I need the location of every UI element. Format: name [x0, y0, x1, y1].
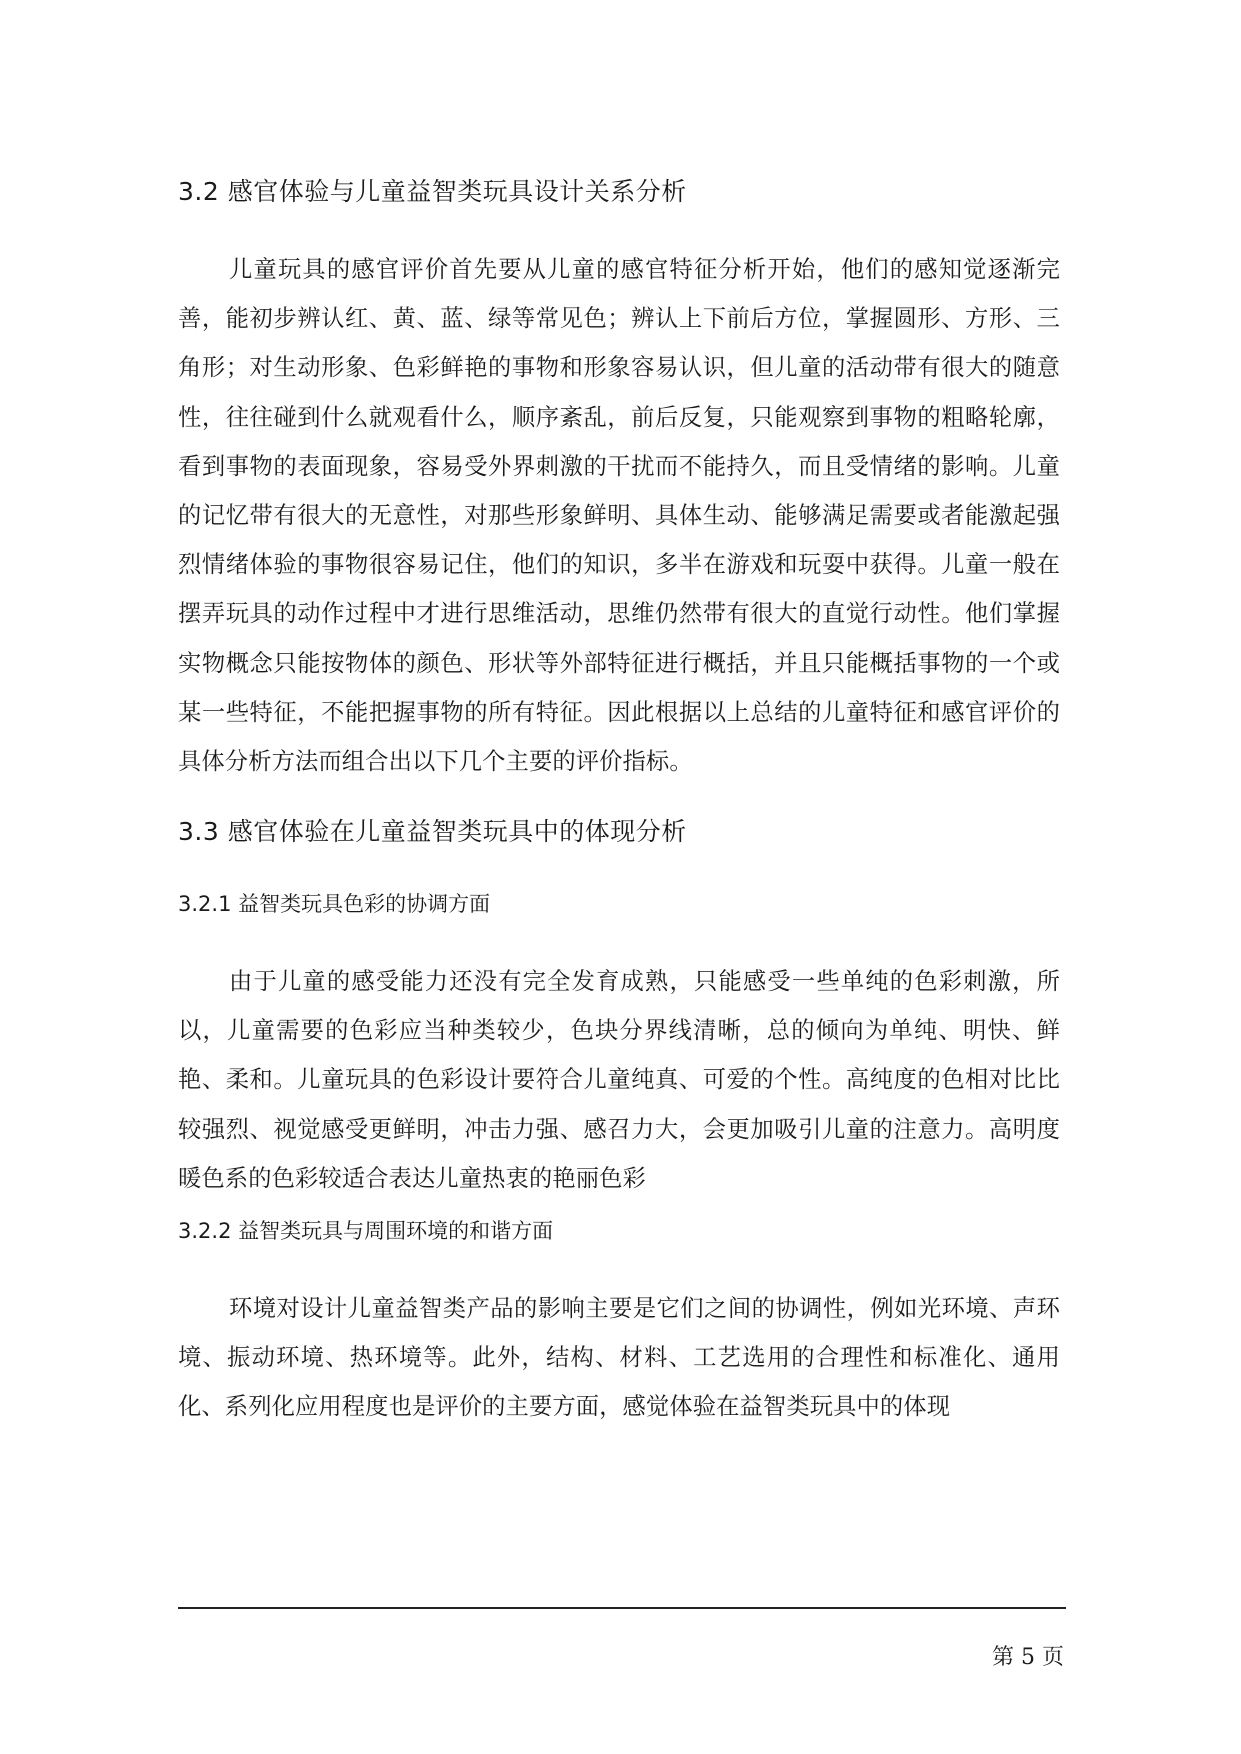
section-3-2-paragraph: 儿童玩具的感官评价首先要从儿童的感官特征分析开始，他们的感知觉逐渐完善，能初步辨认红、黄、蓝、绿等常见色；辨认上下前后方位，掌握圆形、方形、三角形；对生动形象、色彩鲜艳的事物和形象容易认识，但儿童的活动带有很大的随意性，往往碰到什么就观看什么，顺序紊乱，前后反复，只能观察到事物的粗略轮廓，看到事物的表面现象，容易受外界刺激的干扰而不能持久，而且受情绪的影响。儿童的记忆带有很大的无意性，对那些形象鲜明、具体生动、能够满足需要或者能激起强烈情绪体验的事物很容易记住，他们的知识，多半在游戏和玩耍中获得。儿童一般在摆弄玩具的动作过程中才进行思维活动，思维仍然带有很大的直觉行动性。他们掌握实物概念只能按物体的颜色、形状等外部特征进行概括，并且只能概括事物的一个或某一些特征，不能把握事物的所有特征。因此根据以上总结的儿童特征和感官评价的具体分析方法而组合出以下几个主要的评价指标。 [178, 256, 1060, 776]
subsection-3-2-1-paragraph: 由于儿童的感受能力还没有完全发育成熟，只能感受一些单纯的色彩刺激，所以，儿童需要的色彩应当种类较少，色块分界线清晰，总的倾向为单纯、明快、鲜艳、柔和。儿童玩具的色彩设计要符合儿童纯真、可爱的个性。高纯度的色相对比比较强烈、视觉感受更鲜明，冲击力强、感召力大，会更加吸引儿童的注意力。高明度暖色系的色彩较适合表达儿童热衷的艳丽色彩 [178, 968, 1060, 1192]
subsection-heading-3-2-2: 3.2.2 益智类玩具与周围环境的和谐方面 [178, 1219, 554, 1243]
page-number: 第 5 页 [992, 1645, 1064, 1670]
subsection-3-2-2-paragraph: 环境对设计儿童益智类产品的影响主要是它们之间的协调性，例如光环境、声环境、振动环境、热环境等。此外，结构、材料、工艺选用的合理性和标准化、通用化、系列化应用程度也是评价的主要方面，感觉体验在益智类玩具中的体现 [178, 1295, 1060, 1421]
section-heading-3-3: 3.3 感官体验在儿童益智类玩具中的体现分析 [178, 817, 687, 846]
subsection-heading-3-2-1: 3.2.1 益智类玩具色彩的协调方面 [178, 892, 491, 916]
footer-divider [178, 1607, 1066, 1609]
section-heading-3-2: 3.2 感官体验与儿童益智类玩具设计关系分析 [178, 177, 687, 206]
